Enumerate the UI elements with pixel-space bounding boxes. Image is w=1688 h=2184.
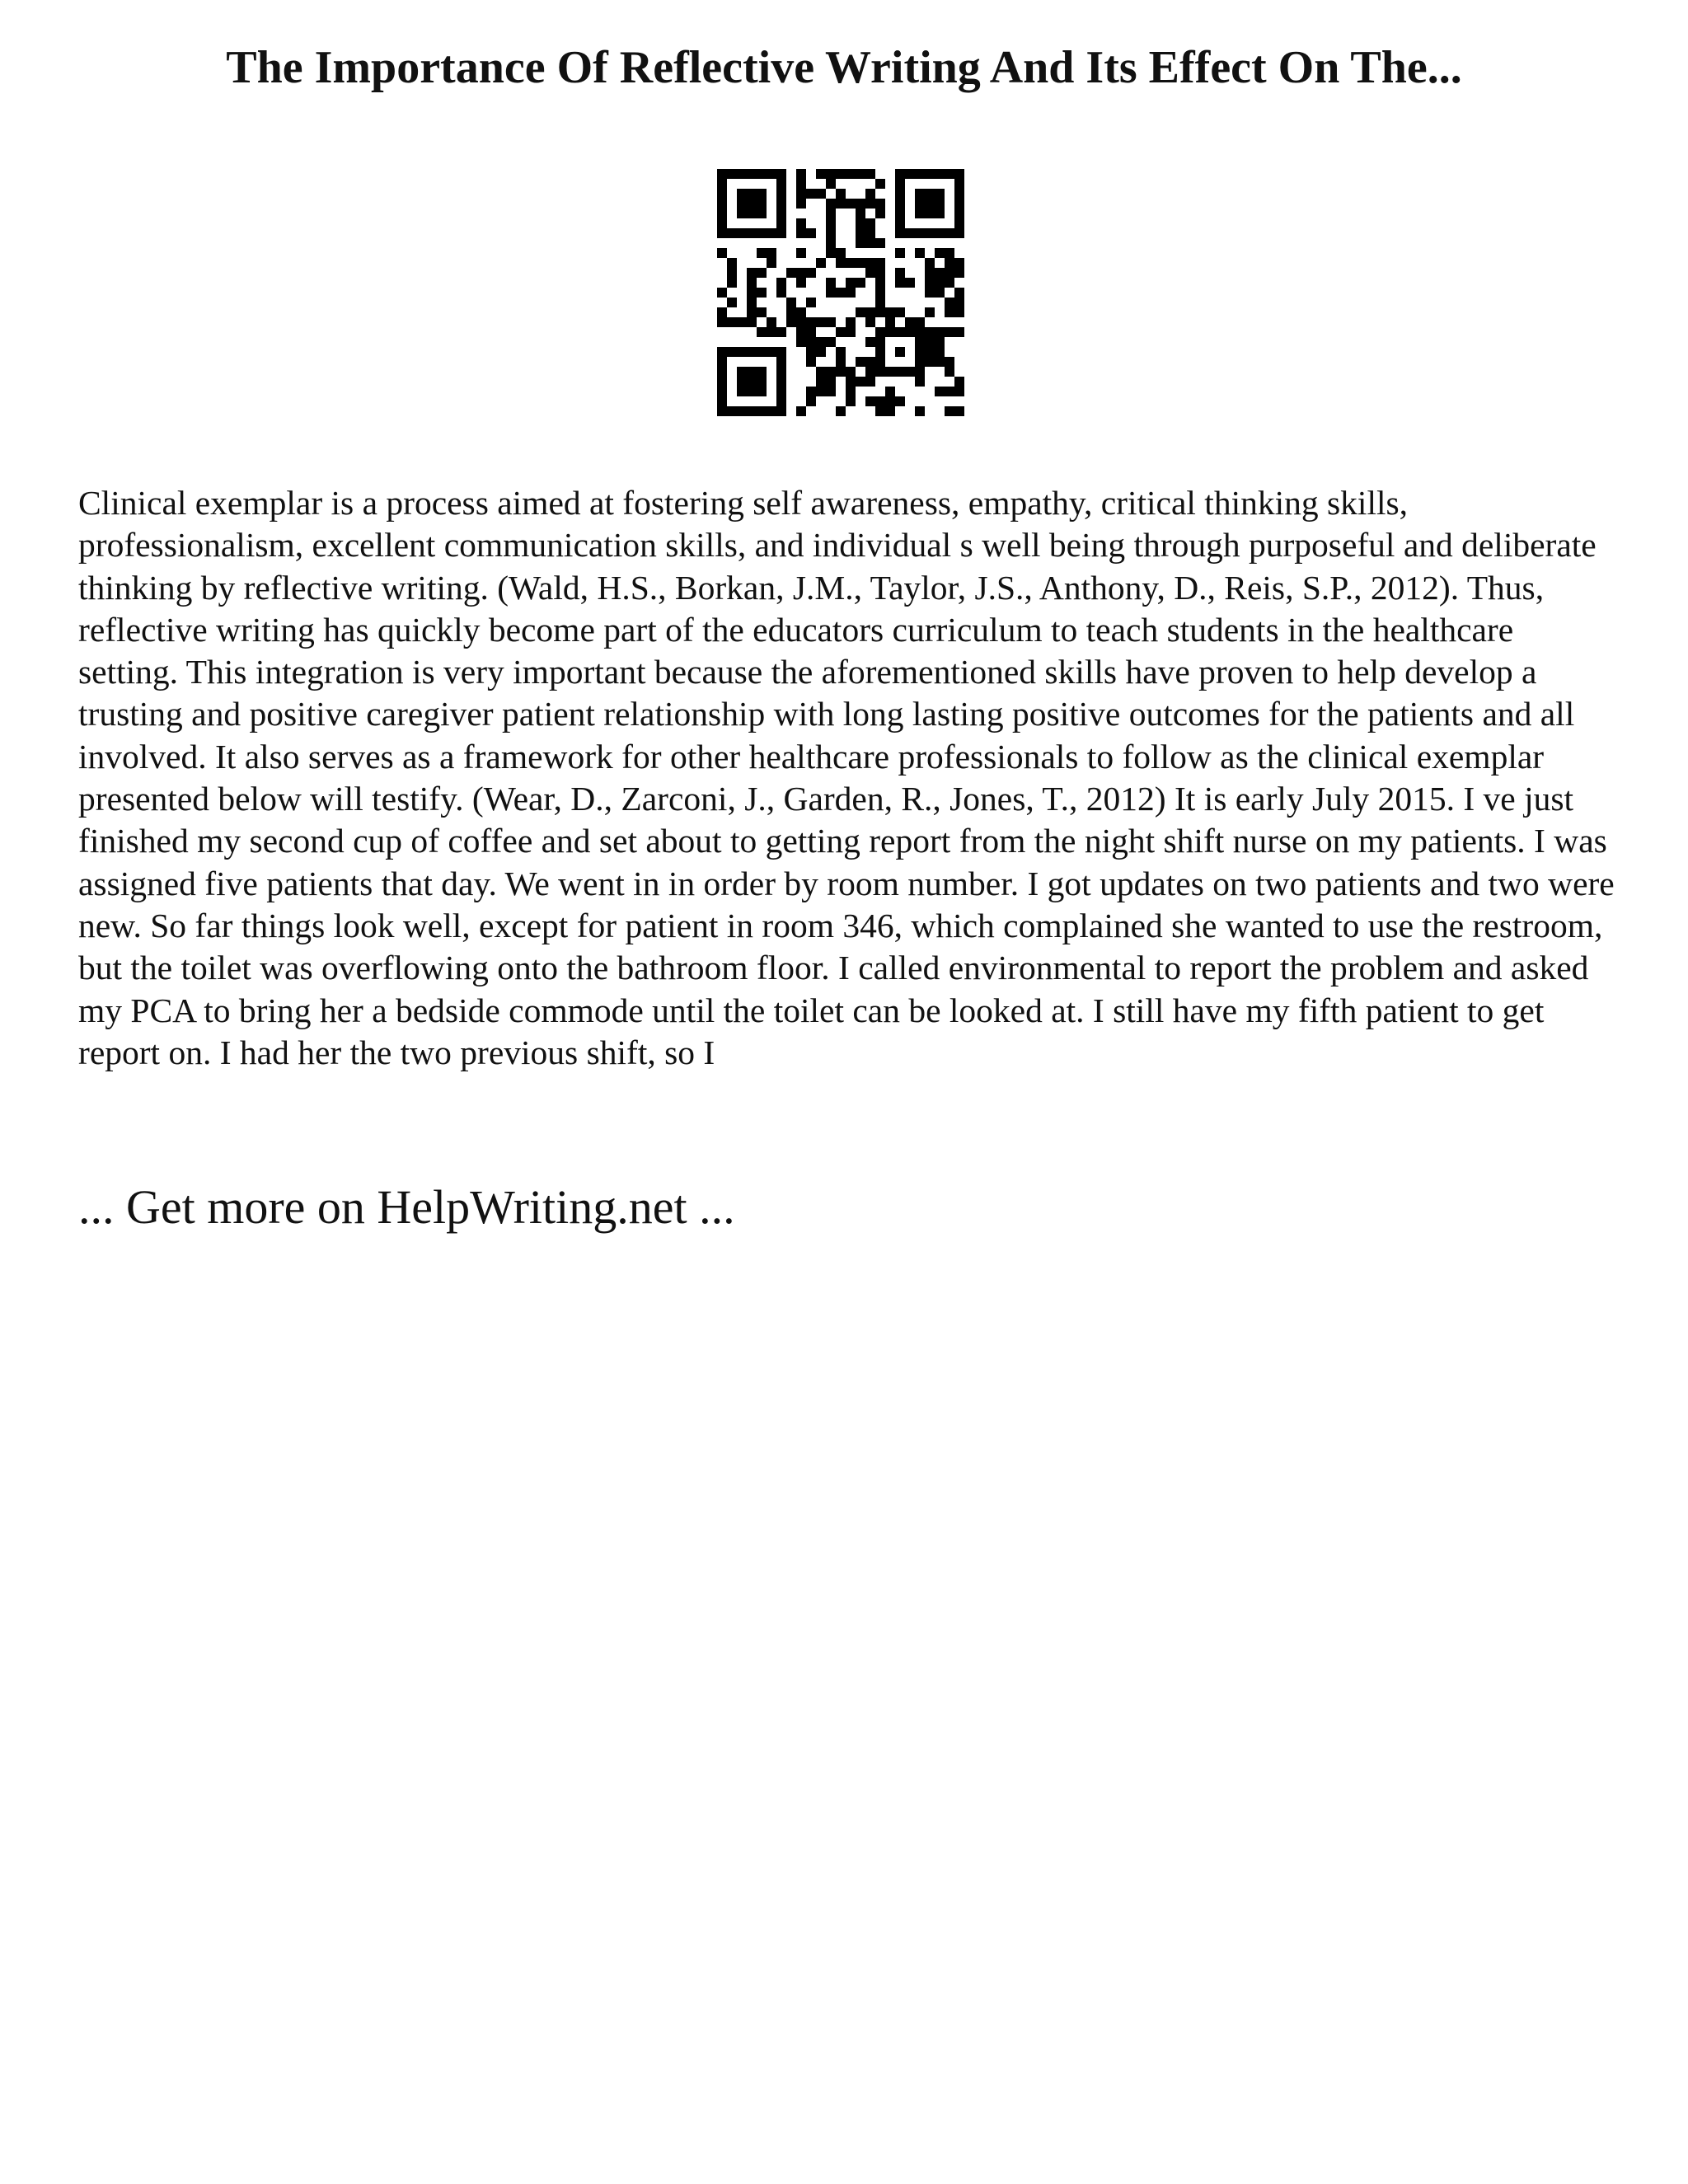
qr-code-icon[interactable] xyxy=(717,169,964,416)
document-title: The Importance Of Reflective Writing And Its Effect On The... xyxy=(226,42,1462,93)
get-more-link[interactable]: ... Get more on HelpWriting.net ... xyxy=(78,1180,735,1234)
body-paragraph: Clinical exemplar is a process aimed at fostering self awareness, empathy, critical thinking skills, professionalism, excellent communication skills, and individual s well being through purposeful and deliberate thinking by reflective writing. (Wald, H.S., Borkan, J.M., Taylor, J.S., Anthony, D., Reis, S.P., 2012). Thus, reflective writing has quickly become part of the educators curriculum to teach students in the healthcare setting. This integration is very important because the aforementioned skills have proven to help develop a trusting and positive caregiver patient relationship with long lasting positive outcomes for the patients and all involved. It also serves as a framework for other healthcare professionals to follow as the clinical exemplar presented below will testify. (Wear, D., Zarconi, J., Garden, R., Jones, T., 2012) It is early July 2015. I ve just finished my second cup of coffee and set about to getting report from the night shift nurse on my patients. I was assigned five patients that day. We went in in order by room number. I got updates on two patients and two were new. So far things look well, except for patient in room 346, which complained she wanted to use the restroom, but the toilet was overflowing onto the bathroom floor. I called environmental to report the problem and asked my PCA to bring her a bedside commode until the toilet can be looked at. I still have my fifth patient to get report on. I had her the two previous shift, so I xyxy=(78,484,1615,1071)
qr-code-graphic xyxy=(717,169,964,416)
